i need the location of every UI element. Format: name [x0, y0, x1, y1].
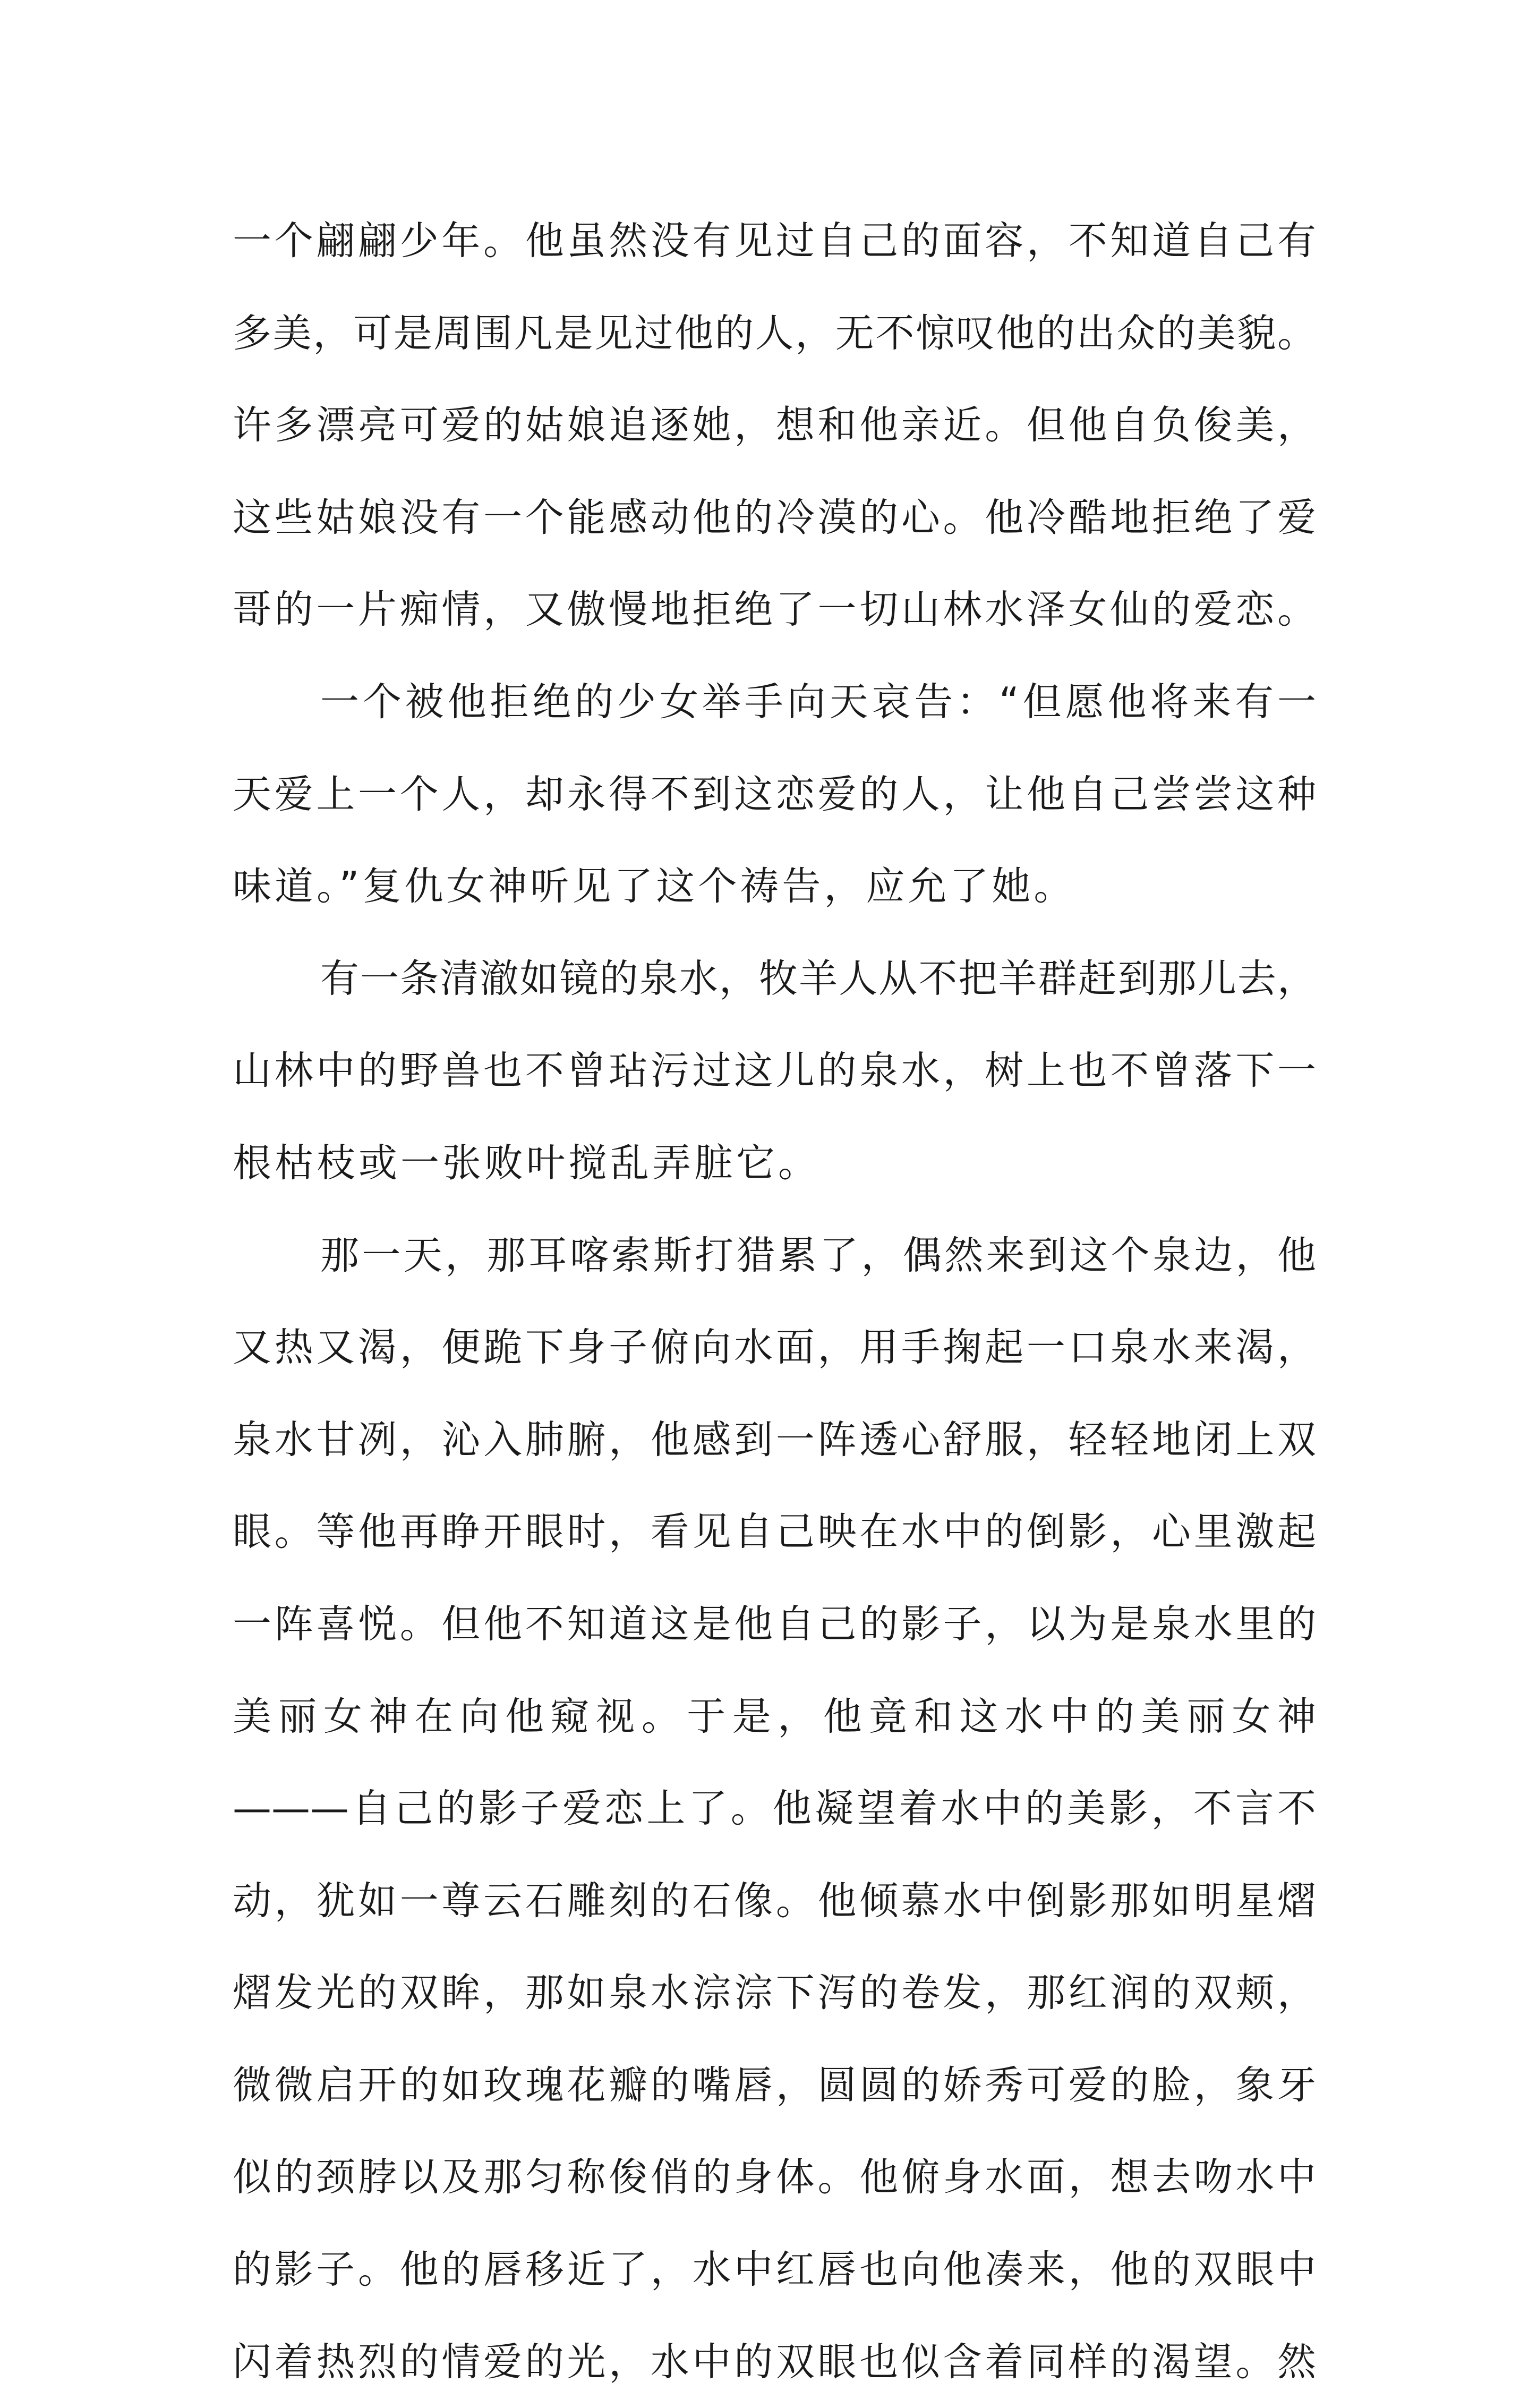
text-line: 的影子。他的唇移近了，水中红唇也向他凑来，他的双眼中 — [233, 2247, 1316, 2293]
text-line: 天爱上一个人，却永得不到这恋爱的人，让他自己尝尝这种 — [233, 771, 1316, 817]
text-line: 眼。等他再睁开眼时，看见自己映在水中的倒影，心里激起 — [233, 1509, 1316, 1555]
text-line: 山林中的野兽也不曾玷污过这儿的泉水，树上也不曾落下一 — [233, 1048, 1316, 1094]
text-line: 哥的一片痴情，又傲慢地拒绝了一切山林水泽女仙的爱恋。 — [233, 587, 1316, 633]
text-line: 似的颈脖以及那匀称俊俏的身体。他俯身水面，想去吻水中 — [233, 2155, 1316, 2200]
text-line: 微微启开的如玫瑰花瓣的嘴唇，圆圆的娇秀可爱的脸，象牙 — [233, 2062, 1316, 2108]
text-line: 多美，可是周围凡是见过他的人，无不惊叹他的出众的美貌。 — [233, 310, 1316, 356]
text-line: 动，犹如一尊云石雕刻的石像。他倾慕水中倒影那如明星熠 — [233, 1878, 1316, 1924]
text-line: 根枯枝或一张败叶搅乱弄脏它。 — [233, 1140, 820, 1186]
text-line: 又热又渴，便跪下身子俯向水面，用手掬起一口泉水来渴， — [233, 1325, 1316, 1371]
text-line: 一个被他拒绝的少女举手向天哀告：“但愿他将来有一 — [320, 679, 1316, 725]
text-line: 美丽女神在向他窥视。于是，他竟和这水中的美丽女神 — [233, 1694, 1316, 1739]
text-line: 味道。”复仇女神听见了这个祷告，应允了她。 — [233, 864, 1076, 909]
text-line: 闪着热烈的情爱的光，水中的双眼也似含着同样的渴望。然 — [233, 2339, 1316, 2385]
text-line: 熠发光的双眸，那如泉水淙淙下泻的卷发，那红润的双颊， — [233, 1970, 1316, 2016]
text-line: 许多漂亮可爱的姑娘追逐她，想和他亲近。但他自负俊美， — [233, 403, 1316, 448]
text-line: 这些姑娘没有一个能感动他的冷漠的心。他冷酷地拒绝了爱 — [233, 495, 1316, 540]
text-line: 泉水甘冽，沁入肺腑，他感到一阵透心舒服，轻轻地闭上双 — [233, 1417, 1316, 1462]
text-line: 一个翩翩少年。他虽然没有见过自己的面容，不知道自己有 — [233, 218, 1316, 263]
text-line: 一阵喜悦。但他不知道这是他自己的影子，以为是泉水里的 — [233, 1601, 1316, 1647]
text-line: 有一条清澈如镜的泉水，牧羊人从不把羊群赶到那儿去， — [320, 956, 1316, 1001]
body-text — [233, 195, 1316, 2408]
text-line: ———自己的影子爱恋上了。他凝望着水中的美影，不言不 — [233, 1786, 1316, 1832]
text-line: 那一天，那耳喀索斯打猎累了，偶然来到这个泉边，他 — [320, 1232, 1316, 1278]
